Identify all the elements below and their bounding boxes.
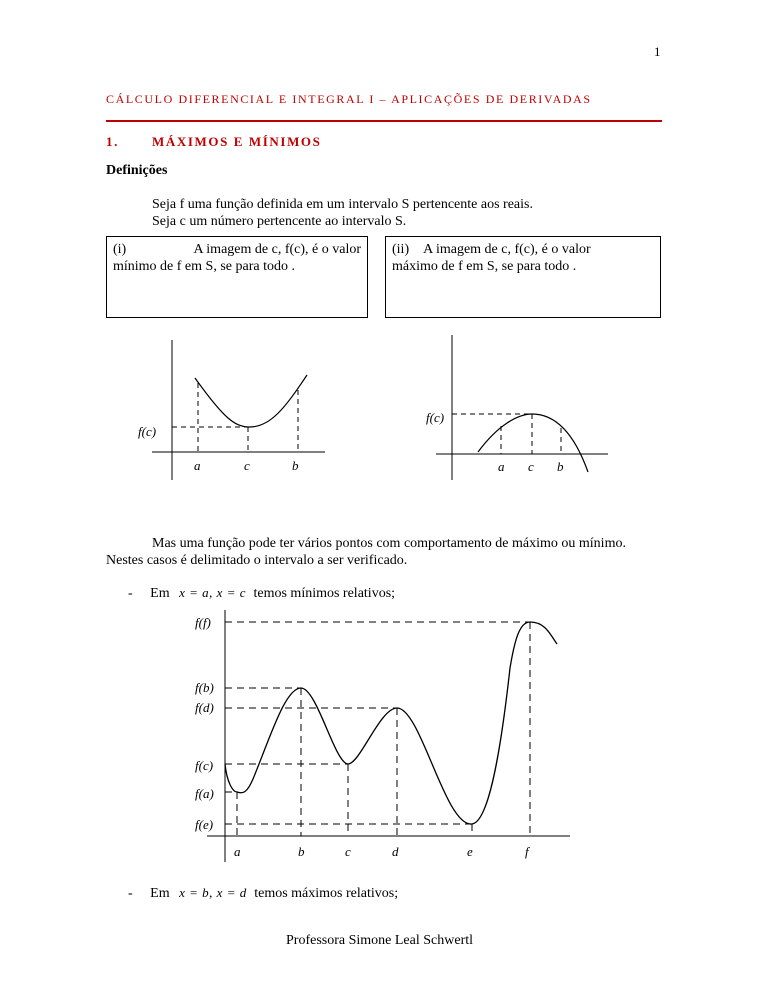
box-max-line2: máximo de f em S, se para todo . <box>392 259 577 274</box>
document-header: CÁLCULO DIFERENCIAL E INTEGRAL I – APLICAÇÕES DE DERIVADAS <box>106 92 592 106</box>
label-fe: f(e) <box>195 817 214 832</box>
min-label-c: c <box>244 458 250 473</box>
max-label-b: b <box>557 459 564 474</box>
bullet-2-text: temos máximos relativos; <box>254 886 399 901</box>
section-name: MÁXIMOS E MÍNIMOS <box>152 134 322 149</box>
label-c: c <box>345 844 351 859</box>
minimum-graph <box>130 330 330 490</box>
box-min-tag: (i) <box>113 242 127 257</box>
relative-extrema-graph <box>185 608 575 866</box>
bullet-maximums <box>128 885 398 902</box>
bullet-1-prefix: Em <box>150 586 170 601</box>
max-label-fc: f(c) <box>426 410 445 425</box>
max-label-c: c <box>528 459 534 474</box>
label-d: d <box>392 844 399 859</box>
bullet-1-dash: - <box>128 586 133 601</box>
box-min-line2: mínimo de f em S, se para todo . <box>113 259 295 274</box>
max-label-a: a <box>498 459 505 474</box>
definitions-heading: Definições <box>106 163 168 178</box>
box-max-tag: (ii) <box>392 242 410 257</box>
maximum-graph <box>418 330 618 490</box>
label-fb: f(b) <box>195 680 214 695</box>
intro-line-2: Seja c um número pertencente ao intervalo S. <box>152 214 407 229</box>
intro-line-1: Seja f uma função definida em um intervalo S pertencente aos reais. <box>152 197 533 212</box>
box-max-line1: A imagem de c, f(c), é o valor <box>423 242 591 257</box>
big-curve <box>225 622 557 824</box>
label-a: a <box>234 844 241 859</box>
section-number: 1. <box>106 134 119 149</box>
label-fa: f(a) <box>195 786 214 801</box>
bullet-1-text: temos mínimos relativos; <box>253 586 396 601</box>
paragraph-line-1: Mas uma função pode ter vários pontos com comportamento de máximo ou mínimo. <box>152 536 626 551</box>
label-f: f <box>525 844 529 859</box>
bullet-minimums <box>128 585 395 602</box>
bullet-2-dash: - <box>128 886 133 901</box>
bullet-2-prefix: Em <box>150 886 170 901</box>
section-title <box>106 134 321 150</box>
box-min-line1: A imagem de c, f(c), é o valor <box>193 242 361 257</box>
min-label-a: a <box>194 458 201 473</box>
bullet-2-math: x = b, x = d <box>179 885 247 900</box>
header-rule <box>106 120 662 122</box>
label-fc: f(c) <box>195 758 214 773</box>
big-dashes <box>225 622 530 836</box>
paragraph-line-2: Nestes casos é delimitado o intervalo a ser verificado. <box>106 553 408 568</box>
min-label-fc: f(c) <box>138 424 157 439</box>
label-e: e <box>467 844 473 859</box>
bullet-1-math: x = a, x = c <box>179 585 246 600</box>
min-curve <box>195 375 307 427</box>
footer-author: Professora Simone Leal Schwertl <box>286 933 474 948</box>
label-ff: f(f) <box>195 615 211 630</box>
label-fd: f(d) <box>195 700 214 715</box>
definition-max-box <box>385 236 661 318</box>
definition-min-box <box>106 236 368 318</box>
page-number: 1 <box>654 44 661 59</box>
min-label-b: b <box>292 458 299 473</box>
label-b: b <box>298 844 305 859</box>
